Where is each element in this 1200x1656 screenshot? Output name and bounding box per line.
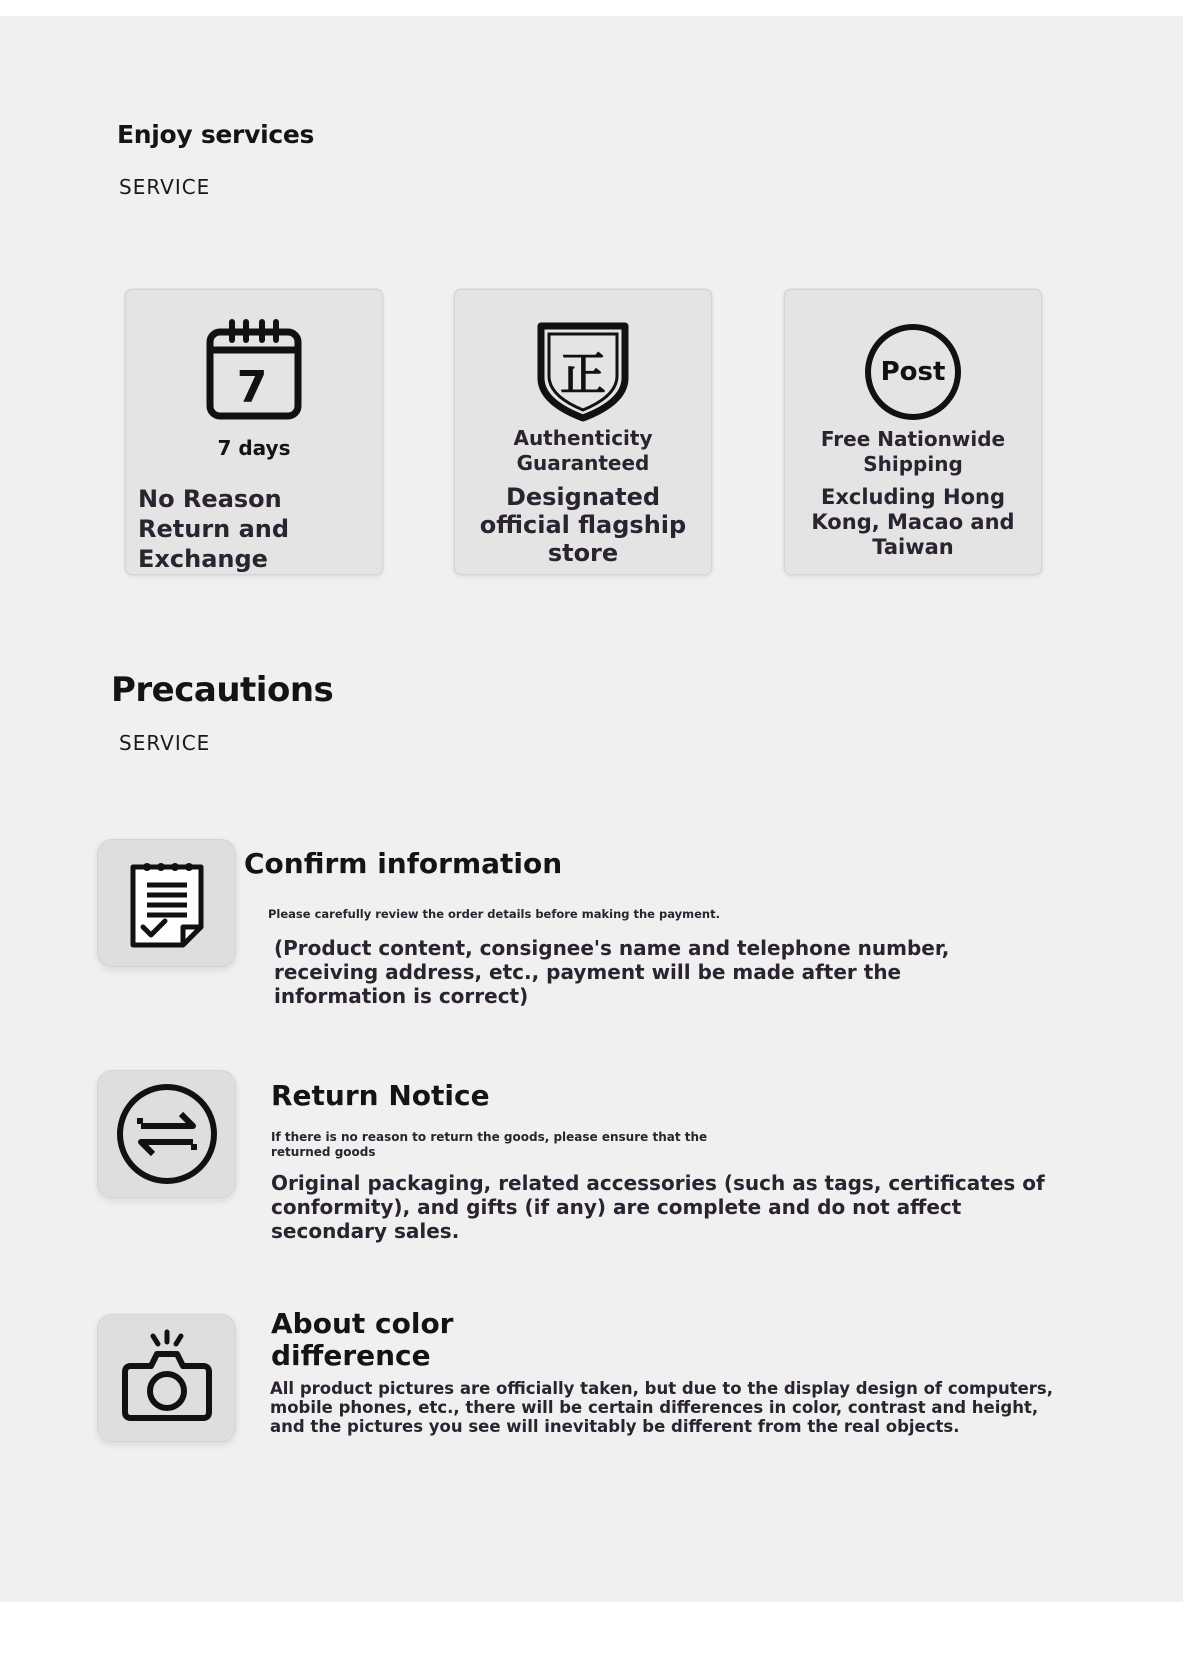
notice-title: Confirm information [244, 847, 563, 880]
card-desc: No Reason Return and Exchange [138, 485, 290, 573]
notice-title: About color difference [271, 1307, 454, 1372]
notice-icon-tile [98, 840, 235, 966]
precautions-subtitle: SERVICE [119, 731, 211, 755]
service-card-7-days [126, 290, 382, 574]
notepad-check-icon [127, 855, 207, 951]
svg-text:正: 正 [560, 347, 606, 401]
return-arrows-icon [115, 1082, 219, 1186]
svg-text:7: 7 [236, 362, 268, 413]
notice-title: Return Notice [271, 1079, 490, 1112]
notice-body: (Product content, consignee's name and telephone number, receiving address, etc., payment will be made after the information is correct) [274, 936, 950, 1008]
card-title: Authenticity Guaranteed [513, 426, 653, 475]
notice-small-text: Please carefully review the order details before making the payment. [268, 907, 720, 921]
notice-small-text: If there is no reason to return the goods, please ensure that the returned goods [271, 1130, 708, 1159]
card-title: Free Nationwide Shipping [820, 427, 1006, 476]
notice-body: Original packaging, related accessories (such as tags, certificates of conformity), and gifts (if any) are complete and do not affect secondary sales. [271, 1171, 1045, 1243]
card-title: 7 days [217, 436, 291, 460]
service-card-authenticity [455, 290, 711, 574]
notice-icon-tile [98, 1071, 235, 1197]
notice-icon-tile [98, 1315, 235, 1441]
enjoy-services-subtitle: SERVICE [119, 175, 211, 199]
service-card-shipping [785, 290, 1041, 574]
svg-text:Post: Post [880, 357, 946, 387]
calendar-7-icon [202, 318, 306, 422]
post-circle-icon [861, 318, 965, 422]
notice-body: All product pictures are officially taken, but due to the display design of computers, mobile phones, etc., there will be certain differences in color, contrast and height, and the pictures you see will inevitably be different from the real objects. [270, 1379, 1053, 1436]
precautions-title: Precautions [111, 670, 334, 710]
enjoy-services-title: Enjoy services [117, 120, 315, 149]
card-desc: Designated official flagship store [479, 483, 687, 567]
camera-icon [117, 1328, 217, 1428]
authenticity-shield-icon [531, 318, 635, 422]
card-desc: Excluding Hong Kong, Macao and Taiwan [811, 485, 1015, 559]
